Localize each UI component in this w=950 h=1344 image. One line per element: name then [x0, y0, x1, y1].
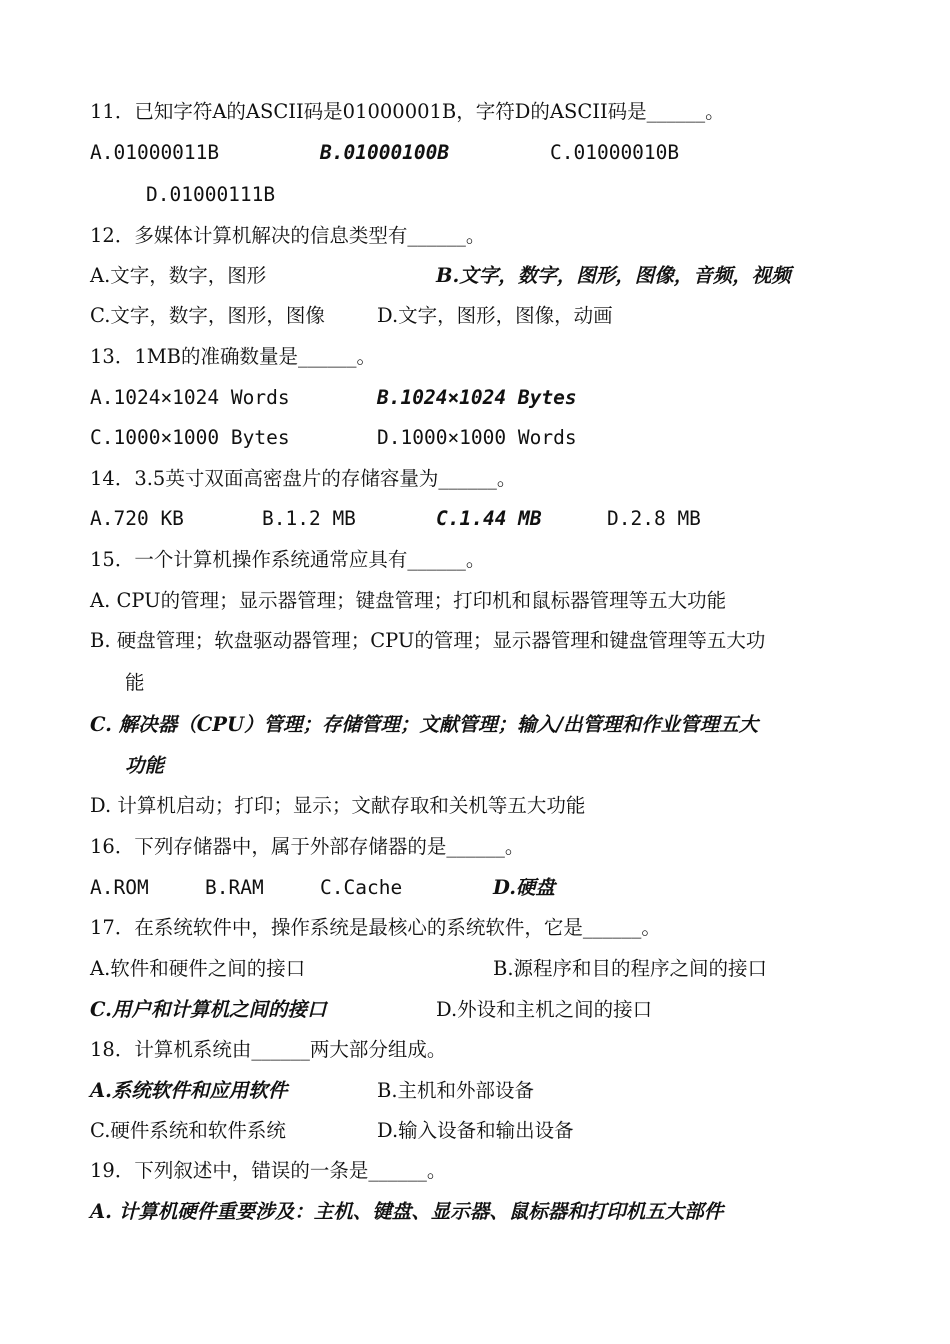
question-13-stem: 13．1MB的准确数量是______。 — [90, 345, 377, 368]
question-15-option-b-line1: B. 硬盘管理；软盘驱动器管理；CPU的管理；显示器管理和键盘管理等五大功 — [90, 629, 766, 652]
question-11-stem: 11．已知字符A的ASCII码是01000001B，字符D的ASCII码是______。 — [90, 100, 725, 123]
question-17-stem: 17．在系统软件中，操作系统是最核心的系统软件，它是______。 — [90, 916, 661, 939]
question-19-option-a-answer: A. 计算机硬件重要涉及：主机、键盘、显示器、鼠标器和打印机五大部件 — [90, 1200, 724, 1223]
question-14-option-d: D.2.8 MB — [607, 507, 701, 530]
question-17-option-b: B.源程序和目的程序之间的接口 — [493, 957, 768, 980]
question-15-stem: 15．一个计算机操作系统通常应具有______。 — [90, 548, 486, 571]
question-15-option-a: A. CPU的管理；显示器管理；键盘管理；打印机和鼠标器管理等五大功能 — [90, 589, 727, 612]
question-16-stem: 16．下列存储器中，属于外部存储器的是______。 — [90, 835, 525, 858]
question-11-option-c: C.01000010B — [550, 141, 680, 164]
question-12-option-b-answer: B.文字，数字，图形，图像，音频，视频 — [436, 264, 791, 287]
question-16-option-d-answer: D.硬盘 — [493, 876, 556, 899]
question-14-stem: 14．3.5英寸双面高密盘片的存储容量为______。 — [90, 467, 517, 490]
question-16-option-a: A.ROM — [90, 876, 149, 899]
question-19-stem: 19．下列叙述中，错误的一条是______。 — [90, 1159, 447, 1182]
question-15-option-c-answer-line2: 功能 — [125, 754, 165, 777]
question-14-option-c-answer: C.1.44 MB — [436, 507, 542, 530]
question-12-option-c: C.文字，数字，图形，图像 — [90, 304, 325, 327]
question-11-option-a: A.01000011B — [90, 141, 220, 164]
question-17-option-c-answer: C.用户和计算机之间的接口 — [90, 998, 327, 1021]
question-16-option-b: B.RAM — [205, 876, 264, 899]
question-12-stem: 12．多媒体计算机解决的信息类型有______。 — [90, 224, 486, 247]
question-18-stem: 18．计算机系统由______两大部分组成。 — [90, 1038, 447, 1061]
question-14-option-a: A.720 KB — [90, 507, 184, 530]
question-13-option-b-answer: B.1024×1024 Bytes — [377, 386, 577, 409]
question-11-option-d: D.01000111B — [146, 183, 276, 206]
question-13-option-a: A.1024×1024 Words — [90, 386, 290, 409]
question-15-option-d: D. 计算机启动；打印；显示；文献存取和关机等五大功能 — [90, 794, 586, 817]
question-17-option-a: A.软件和硬件之间的接口 — [90, 957, 306, 980]
question-13-option-c: C.1000×1000 Bytes — [90, 426, 290, 449]
question-15-option-b-line2: 能 — [125, 671, 145, 694]
question-18-option-b: B.主机和外部设备 — [377, 1079, 535, 1102]
question-11-option-b-answer: B.01000100B — [320, 141, 450, 164]
question-18-option-c: C.硬件系统和软件系统 — [90, 1119, 286, 1142]
question-18-option-d: D.输入设备和输出设备 — [377, 1119, 574, 1142]
question-12-option-a: A.文字，数字，图形 — [90, 264, 267, 287]
question-15-option-c-answer-line1: C. 解决器（CPU）管理；存储管理；文献管理；输入/出管理和作业管理五大 — [90, 713, 759, 736]
question-14-option-b: B.1.2 MB — [262, 507, 356, 530]
question-12-option-d: D.文字，图形，图像，动画 — [377, 304, 613, 327]
question-16-option-c: C.Cache — [320, 876, 403, 899]
question-18-option-a-answer: A.系统软件和应用软件 — [90, 1079, 288, 1102]
question-13-option-d: D.1000×1000 Words — [377, 426, 577, 449]
question-17-option-d: D.外设和主机之间的接口 — [436, 998, 653, 1021]
